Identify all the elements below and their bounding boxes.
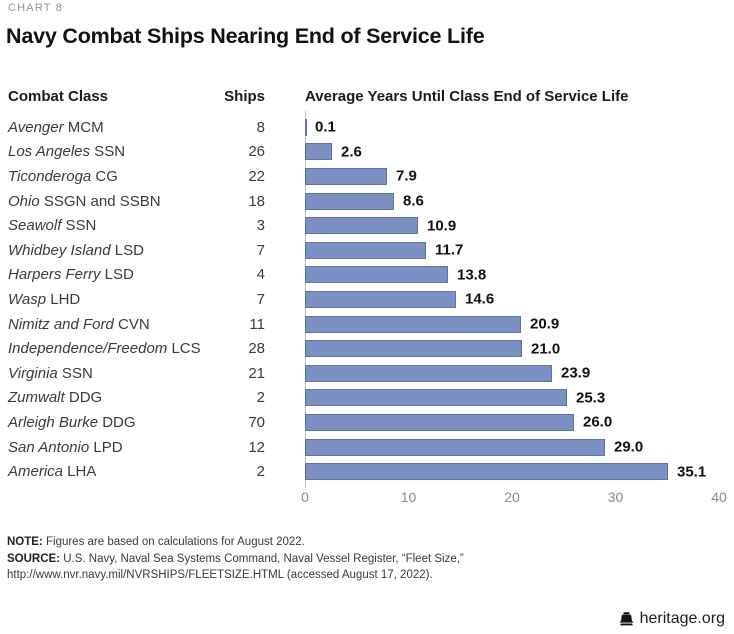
combat-class-cell: Los Angeles SSN <box>8 143 126 161</box>
bar-cell <box>305 459 724 484</box>
table-row <box>8 189 724 214</box>
table-header <box>8 88 724 105</box>
combat-class-cell: Zumwalt DDG <box>8 389 103 407</box>
bar <box>305 143 332 160</box>
bar-value-label: 35.1 <box>677 463 707 481</box>
note-text: Figures are based on calculations for August 2022. <box>45 536 305 548</box>
combat-class-cell: Harpers Ferry LSD <box>8 266 134 284</box>
bar-value-label: 13.8 <box>457 266 487 284</box>
chart-rows <box>8 115 724 484</box>
bar-value-label: 26.0 <box>583 413 613 431</box>
bar-value-label: 14.6 <box>465 290 495 308</box>
bar-cell <box>305 238 724 263</box>
x-tick-label: 30 <box>607 489 624 505</box>
x-tick-label: 20 <box>504 489 520 505</box>
table-row <box>8 435 724 460</box>
combat-class-cell: Whidbey Island LSD <box>8 241 144 259</box>
ships-count-cell: 21 <box>248 364 265 382</box>
ships-count-cell: 7 <box>256 241 265 259</box>
table-row <box>8 336 724 361</box>
table-row <box>8 312 724 337</box>
bar <box>305 439 605 456</box>
bar <box>305 217 418 234</box>
ships-count-cell: 2 <box>256 463 265 481</box>
table-row <box>8 361 724 386</box>
chart-kicker: CHART 8 <box>8 2 64 14</box>
x-tick-label: 10 <box>400 489 417 505</box>
x-tick-label: 40 <box>711 489 727 505</box>
bar-value-label: 25.3 <box>576 389 606 407</box>
combat-class-cell: Avenger MCM <box>8 118 104 136</box>
heritage-bell-icon <box>619 612 634 627</box>
page-title: Navy Combat Ships Nearing End of Service Life <box>6 24 485 48</box>
ships-count-cell: 70 <box>248 413 265 431</box>
table-row <box>8 386 724 411</box>
combat-class-cell: Independence/Freedom LCS <box>8 340 201 358</box>
bar-cell <box>305 386 724 411</box>
combat-class-cell: San Antonio LPD <box>8 438 123 456</box>
bar-cell <box>305 410 724 435</box>
bar <box>305 242 426 259</box>
bar-cell <box>305 263 724 288</box>
combat-class-cell: Arleigh Burke DDG <box>8 413 136 431</box>
ships-count-cell: 2 <box>256 389 265 407</box>
bar-cell <box>305 435 724 460</box>
table-row <box>8 213 724 238</box>
bar <box>305 119 307 136</box>
bar-value-label: 8.6 <box>403 192 424 210</box>
bar-value-label: 2.6 <box>341 143 362 161</box>
bar-value-label: 11.7 <box>435 241 464 259</box>
ships-count-cell: 11 <box>249 315 265 333</box>
bar-cell <box>305 312 724 337</box>
note-line <box>7 534 727 551</box>
bar <box>305 414 574 431</box>
combat-class-cell: Nimitz and Ford CVN <box>8 315 150 333</box>
combat-class-cell: Ohio SSGN and SSBN <box>8 192 161 210</box>
ships-count-cell: 12 <box>248 438 265 456</box>
bar <box>305 389 567 406</box>
bar <box>305 340 522 357</box>
brand-text: heritage.org <box>639 610 725 627</box>
ships-count-cell: 3 <box>256 217 265 235</box>
bar-cell <box>305 164 724 189</box>
table-row <box>8 115 724 140</box>
bar-cell <box>305 287 724 312</box>
bar <box>305 168 387 185</box>
ships-count-cell: 4 <box>256 266 265 284</box>
table-row <box>8 238 724 263</box>
bar-value-label: 0.1 <box>315 118 336 136</box>
source-label: SOURCE: <box>7 552 61 565</box>
bar-value-label: 10.9 <box>427 217 457 235</box>
ships-count-cell: 7 <box>256 290 265 308</box>
combat-class-cell: Virginia SSN <box>8 364 93 382</box>
bar-cell <box>305 336 724 361</box>
table-row <box>8 410 724 435</box>
bar-value-label: 21.0 <box>531 340 561 358</box>
bar-value-label: 23.9 <box>561 364 591 382</box>
column-header-combat-class: Combat Class <box>8 88 109 105</box>
bar <box>305 463 668 480</box>
ships-count-cell: 8 <box>256 118 265 136</box>
footer-notes <box>7 534 727 584</box>
combat-class-cell: Ticonderoga CG <box>8 167 118 185</box>
bar <box>305 316 521 333</box>
table-row <box>8 287 724 312</box>
ships-count-cell: 22 <box>248 167 265 185</box>
ships-count-cell: 28 <box>248 340 265 358</box>
bar <box>305 266 448 283</box>
table-row <box>8 263 724 288</box>
bar-value-label: 20.9 <box>530 315 560 333</box>
bar-cell <box>305 189 724 214</box>
bar-cell <box>305 115 724 140</box>
bar-cell <box>305 140 724 165</box>
table-row <box>8 140 724 165</box>
x-axis-ticks <box>301 489 727 507</box>
source-text: U.S. Navy, Naval Sea Systems Command, Naval Vessel Register, “Fleet Size,” http://www.nvr.navy.mil/NVRSHIPS/FLEETSIZE.HTML (accessed August 17, 2022). <box>7 552 464 581</box>
note-label: NOTE: <box>7 536 43 548</box>
bar-cell <box>305 213 724 238</box>
combat-class-cell: Wasp LHD <box>8 290 81 308</box>
column-header-ships: Ships <box>224 88 265 105</box>
bar-value-label: 29.0 <box>614 438 644 456</box>
x-tick-label: 0 <box>301 489 309 505</box>
column-header-bar-title: Average Years Until Class End of Service Life <box>305 88 629 105</box>
combat-class-cell: America LHA <box>8 463 97 481</box>
bar <box>305 365 552 382</box>
combat-class-cell: Seawolf SSN <box>8 217 97 235</box>
source-line <box>7 551 727 584</box>
brand <box>619 610 725 628</box>
bar-cell <box>305 361 724 386</box>
table-row <box>8 459 724 484</box>
bar <box>305 193 394 210</box>
table-row <box>8 164 724 189</box>
bar-value-label: 7.9 <box>396 167 417 185</box>
ships-count-cell: 18 <box>248 192 265 210</box>
bar <box>305 291 456 308</box>
ships-count-cell: 26 <box>248 143 265 161</box>
